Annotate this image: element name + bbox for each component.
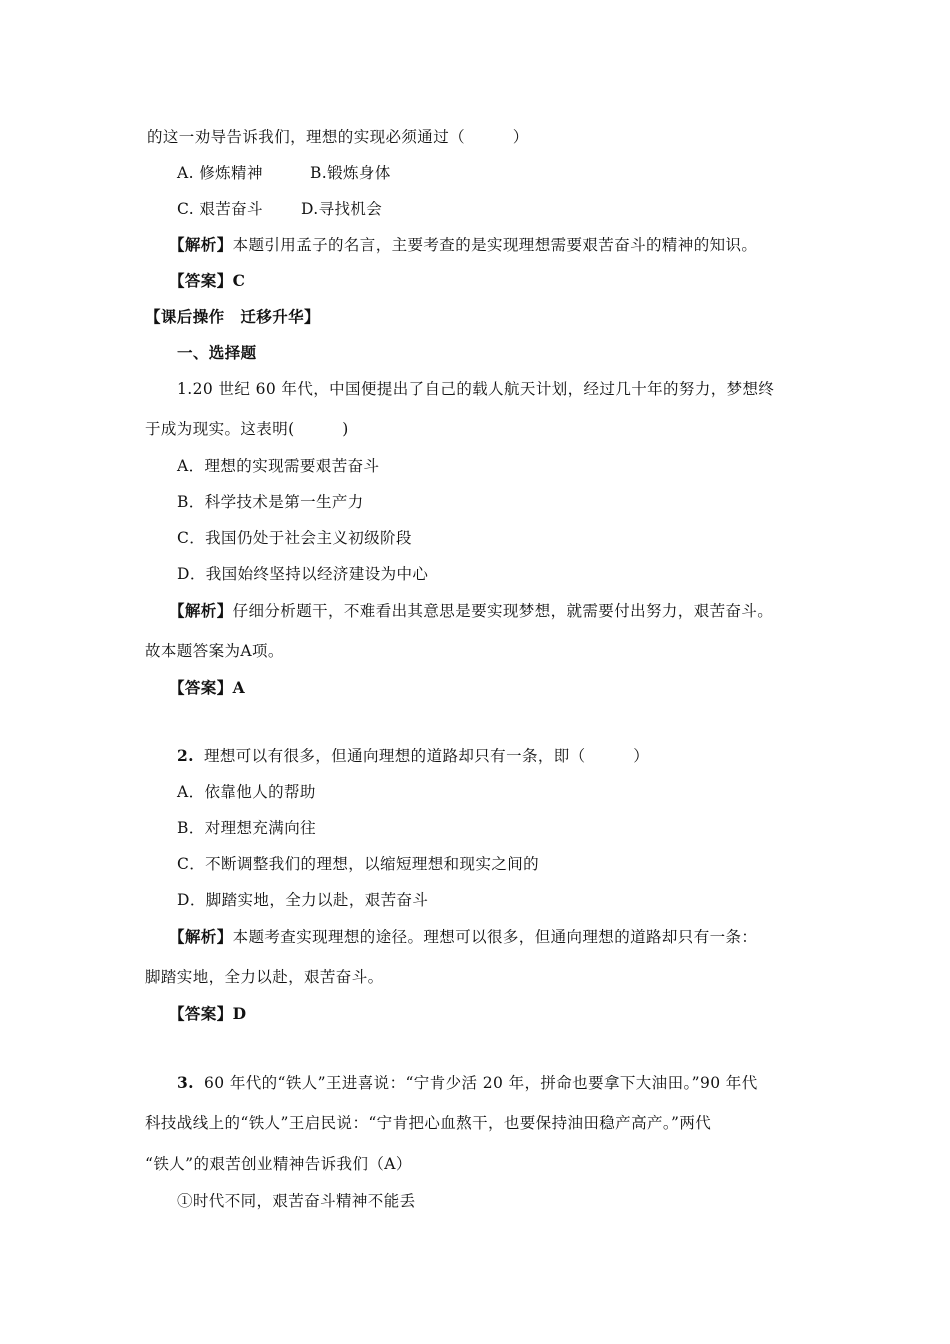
section-heading: 【课后操作 迁移升华】 [145, 307, 320, 326]
q2-option-d: D．脚踏实地，全力以赴，艰苦奋斗 [177, 891, 429, 909]
q1-stem-line2: 于成为现实。这表明( ) [145, 420, 349, 438]
q1-stem-line1: 1.20 世纪 60 年代，中国便提出了自己的载人航天计划，经过几十年的努力，梦想终 [177, 380, 775, 398]
answer-value: A [232, 678, 246, 697]
q1-option-d: D．我国始终坚持以经济建设为中心 [177, 565, 429, 583]
answer-label: 【答案】 [169, 1004, 233, 1023]
q3-stem-text: 60 年代的“铁人”王进喜说：“宁肯少活 20 年，拼命也要拿下大油田。”90 年代 [203, 1074, 758, 1092]
option-b: B.锻炼身体 [310, 164, 391, 182]
analysis-text: 本题考查实现理想的途径。理想可以很多，但通向理想的道路却只有一条： [232, 928, 758, 946]
q2-analysis-line2: 脚踏实地，全力以赴，艰苦奋斗。 [145, 968, 384, 986]
analysis-text: 仔细分析题干，不难看出其意思是要实现梦想，就需要付出努力，艰苦奋斗。 [232, 602, 774, 620]
q2-stem [177, 745, 649, 767]
q2-option-c: C．不断调整我们的理想，以缩短理想和现实之间的 [177, 855, 540, 873]
q3-number: 3. [177, 1073, 194, 1092]
answer-label: 【答案】 [169, 678, 233, 697]
answer [169, 270, 245, 292]
q3-stem-line2: 科技战线上的“铁人”王启民说：“宁肯把心血熬干，也要保持油田稳产高产。”两代 [145, 1114, 712, 1132]
option-a: A. 修炼精神 [177, 164, 263, 182]
option-row [177, 162, 391, 184]
option-d: D.寻找机会 [301, 200, 383, 218]
q3-item-1: ①时代不同，艰苦奋斗精神不能丢 [177, 1192, 416, 1210]
q1-analysis-line2: 故本题答案为A项。 [145, 642, 284, 660]
q2-option-b: B．对理想充满向往 [177, 819, 316, 837]
analysis [169, 234, 757, 256]
analysis-label: 【解析】 [169, 601, 233, 620]
option-row [177, 198, 382, 220]
q2-analysis [169, 926, 757, 948]
q3-stem-line3: “铁人”的艰苦创业精神告诉我们（A） [145, 1155, 412, 1173]
q2-answer [169, 1003, 246, 1025]
question-stem-tail: 的这一劝导告诉我们，理想的实现必须通过（ ） [147, 128, 529, 146]
answer-value: D [232, 1004, 247, 1023]
q3-stem-line1 [177, 1072, 758, 1094]
subsection-heading: 一、选择题 [177, 343, 257, 362]
q2-number: 2. [177, 746, 194, 765]
q2-stem-text: 理想可以有很多，但通向理想的道路却只有一条，即（ ） [203, 747, 650, 765]
q1-option-a: A．理想的实现需要艰苦奋斗 [177, 457, 380, 475]
answer-label: 【答案】 [169, 271, 233, 290]
answer-value: C [232, 271, 246, 290]
q1-option-c: C．我国仍处于社会主义初级阶段 [177, 529, 412, 547]
analysis-label: 【解析】 [169, 927, 233, 946]
q1-analysis [169, 600, 773, 622]
analysis-label: 【解析】 [169, 235, 233, 254]
q1-answer [169, 677, 245, 699]
q1-option-b: B．科学技术是第一生产力 [177, 493, 364, 511]
q2-option-a: A．依靠他人的帮助 [177, 783, 316, 801]
analysis-text: 本题引用孟子的名言，主要考查的是实现理想需要艰苦奋斗的精神的知识。 [232, 236, 758, 254]
option-c: C. 艰苦奋斗 [177, 200, 263, 218]
